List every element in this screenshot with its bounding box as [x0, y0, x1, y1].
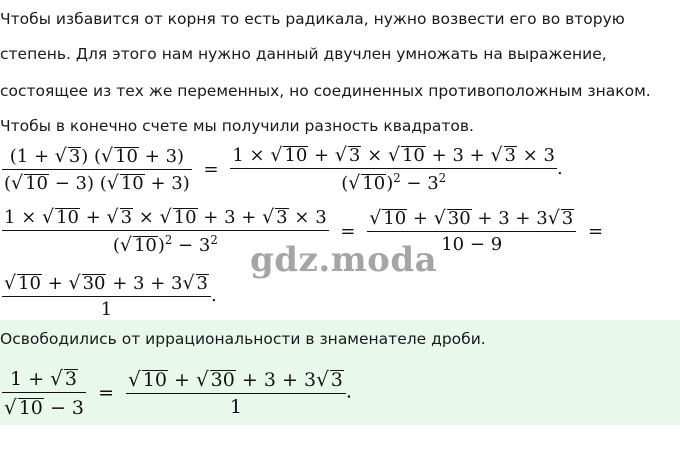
paragraph-line-2: степень. Для этого нам нужно данный двучлен умножать на выражение,	[0, 45, 607, 63]
eq3-fraction: $\frac{√ 10 + √ 30 + 3 + 3√ 3}{1}$	[2, 272, 211, 320]
paragraph-line-1: Чтобы избавится от корня то есть радикала, нужно возвести его во вторую	[0, 10, 625, 28]
eq2-mid-fraction: $\frac{√ 10 + √ 30 + 3 + 3√ 3}{10 - 9}$	[367, 207, 576, 255]
conclusion-text: Освободились от иррациональности в знаменателе дроби.	[0, 330, 486, 348]
paragraph-line-3: состоящее из тех же переменных, но соединенных противоположным знаком.	[0, 82, 651, 100]
equation-2: $\frac{1 \times √ 10 + √ 3 \times √ 10 + 3 + √ 3 \times 3}{(√ 10)^2 - 3^2}$ = $\frac{√ 10 + √ 30 + 3 + 3√ 3}{10 - 9}$ =	[4, 206, 604, 256]
paragraph-line-4: Чтобы в конечно счете мы получили разность квадратов.	[0, 117, 474, 135]
final-rhs-fraction: $\frac{√ 10 + √ 30 + 3 + 3√ 3}{1}$	[126, 367, 346, 418]
eq1-lhs-fraction: $\frac{(1 + √ 3) (√ 10 + 3)}{(√ 10 - 3) (√ 10 + 3)}$	[4, 144, 190, 194]
eq2-lhs-fraction: $\frac{1 \times √ 10 + √ 3 \times √ 10 + 3 + √ 3 \times 3}{(√ 10)^2 - 3^2}$	[4, 206, 327, 256]
final-equation: $\frac{1 + √ 3}{√ 10 - 3}$ = $\frac{√ 10 + √ 30 + 3 + 3√ 3}{1}$ .	[4, 366, 352, 419]
eq1-rhs-fraction: $\frac{1 \times √ 10 + √ 3 \times √ 10 + 3 + √ 3 \times 3}{(√ 10)^2 - 3^2}$	[232, 144, 555, 194]
watermark-logo: gdz.moda	[250, 240, 438, 280]
equation-3: $\frac{√ 10 + √ 30 + 3 + 3√ 3}{1}$ .	[4, 272, 217, 320]
equation-1: $\frac{(1 + √ 3) (√ 10 + 3)}{(√ 10 - 3) (√ 10 + 3)}$ = $\frac{1 \times √ 10 + √ 3 \times √ 10 + 3 + √ 3 \times 3}{(√ 10)^2 - 3^2}$ .	[4, 144, 563, 194]
final-lhs-fraction: $\frac{1 + √ 3}{√ 10 - 3}$	[4, 366, 85, 419]
